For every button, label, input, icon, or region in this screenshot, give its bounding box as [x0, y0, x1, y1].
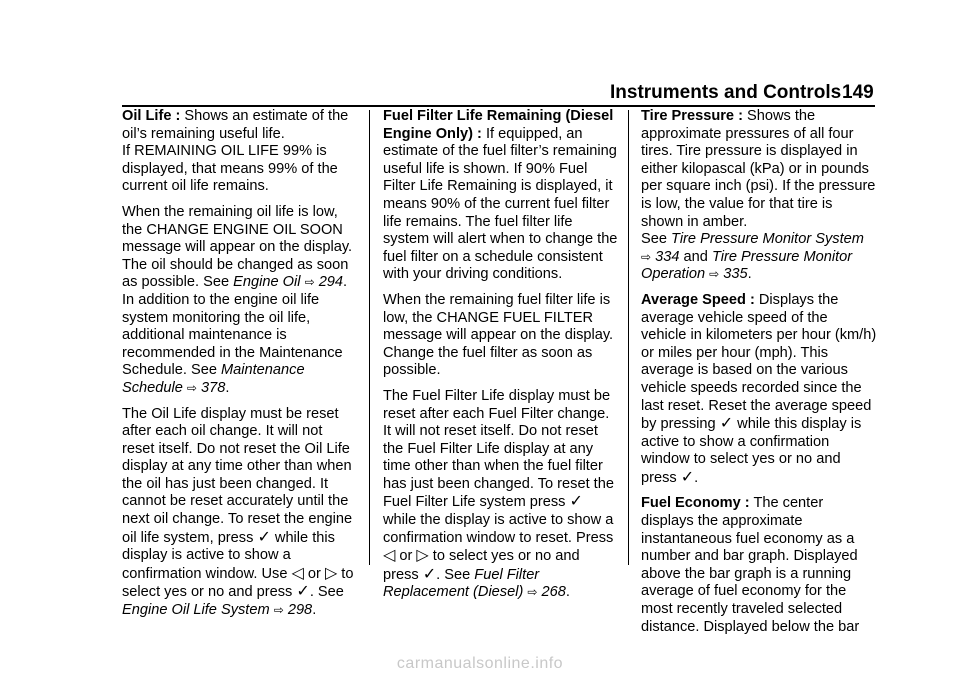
text: .	[312, 602, 317, 619]
right-arrow-icon: ▷	[416, 547, 429, 565]
xref-link[interactable]: Tire Pressure Monitor System	[671, 231, 864, 248]
page-ref-icon: ⇨	[709, 267, 720, 282]
xref-link[interactable]: Fuel Filter Replacement (Diesel)	[383, 566, 540, 601]
text: and	[679, 248, 712, 265]
column-divider	[369, 110, 370, 565]
watermark: carmanualsonline.info	[396, 655, 564, 672]
xref-link[interactable]: Tire Pressure Monitor Operation	[641, 248, 853, 283]
page-ref-icon: ⇨	[186, 380, 197, 395]
text: or	[303, 565, 325, 582]
page-ref-number[interactable]: 294	[318, 274, 344, 291]
page-number: 149	[842, 82, 874, 103]
average-speed-heading: Average Speed :	[641, 291, 755, 308]
text: The Fuel Filter Life display must be reset after each Fuel Filter change. It will not reset itself. Do not reset the Fuel Filter Life display at any time other than when the fuel filter has just been changed. To reset the Fuel Filter Life system press	[383, 387, 614, 511]
text: When the remaining fuel filter life is low, the CHANGE FUEL FILTER message will appear on the display. Change the fuel filter as soon as possible.	[383, 291, 614, 379]
paragraph	[641, 108, 877, 284]
page-ref-number[interactable]: 335	[723, 266, 748, 283]
paragraph	[122, 108, 358, 196]
fuel-economy-heading: Fuel Economy :	[641, 495, 750, 512]
section-title: Instruments and Controls	[610, 82, 842, 103]
text: while this display is active to show a confirmation window. Use	[122, 529, 335, 582]
xref-link[interactable]: Maintenance Schedule	[122, 362, 305, 396]
page-ref-icon: ⇨	[304, 275, 315, 290]
text: .	[565, 584, 570, 601]
column-divider	[628, 110, 629, 565]
xref-link[interactable]: Engine Oil Life System	[122, 602, 270, 619]
text: When the remaining oil life is low, the CHANGE ENGINE OIL SOON message will appear on the display. The oil should be changed as soon as possible. See	[122, 203, 353, 291]
text: while this display is active to show a confirmation window to select yes or no and press	[641, 416, 862, 486]
text: Shows an estimate of the oil’s remaining useful life.	[122, 108, 349, 142]
header-rule	[122, 105, 875, 107]
page-ref-number[interactable]: 334	[655, 248, 680, 265]
page-ref-number[interactable]: 378	[201, 379, 226, 396]
text: or	[395, 548, 417, 565]
column-fuel-filter	[383, 108, 619, 610]
page-ref-number[interactable]: 298	[287, 602, 313, 619]
page-ref-number[interactable]: 268	[541, 584, 566, 601]
left-arrow-icon: ◁	[383, 547, 396, 565]
text: .	[225, 379, 230, 396]
paragraph	[641, 495, 877, 636]
paragraph	[122, 406, 358, 620]
tire-pressure-heading: Tire Pressure :	[641, 108, 743, 124]
fuel-filter-heading: Fuel Filter Life Remaining (Diesel Engine Only) :	[383, 108, 614, 142]
text: Shows the approximate pressures of all four tires. Tire pressure is displayed in either kilopascal (kPa) or in pounds per square inch (psi). If the pressure is low, the value for that tire is shown in amber.	[641, 108, 876, 230]
paragraph	[383, 388, 619, 602]
check-icon: ✓	[719, 415, 734, 433]
check-icon: ✓	[296, 583, 310, 601]
page-ref-icon: ⇨	[273, 603, 284, 618]
page-ref-icon: ⇨	[527, 585, 538, 600]
text: If equipped, an estimate of the fuel filter’s remaining useful life is shown. If 90% Fuel Filter Life Remaining is displayed, it means 90% of the current fuel filter life remains. The fuel filter life system will alert when to change the fuel filter on a schedule consistent with your driving conditions.	[383, 125, 618, 283]
column-oil-life	[122, 108, 358, 628]
right-arrow-icon: ▷	[324, 564, 338, 582]
paragraph	[383, 292, 619, 380]
paragraph	[641, 292, 877, 488]
text: .	[694, 469, 699, 486]
text: to select yes or no and press	[383, 548, 580, 583]
xref-link[interactable]: Engine Oil	[233, 274, 301, 291]
check-icon: ✓	[257, 528, 271, 546]
left-arrow-icon: ◁	[291, 564, 304, 582]
page-header	[0, 0, 960, 110]
text: The center displays the approximate instantaneous fuel economy as a number and bar graph. Displayed above the bar graph is a running average of fuel economy for the most recently traveled selected distance. Displayed below the bar	[641, 495, 860, 635]
check-icon: ✓	[422, 565, 437, 583]
paragraph	[122, 204, 358, 398]
text: The Oil Life display must be reset after each oil change. It will not reset itself. Do not reset the Oil Life display at any time other than when the oil has just been changed. It cannot be reset accurately until the next oil change. To reset the engine oil life system, press	[122, 405, 353, 546]
check-icon: ✓	[680, 468, 695, 486]
text: If REMAINING OIL LIFE 99% is displayed, that means 99% of the current oil life remains.	[122, 143, 338, 195]
text: .	[747, 266, 752, 283]
oil-life-heading: Oil Life :	[122, 108, 181, 124]
text: . See	[309, 584, 344, 601]
text: to select yes or no and press	[122, 565, 354, 601]
text: . In addition to the engine oil life system monitoring the oil life, additional maintenance is recommended in the Maintenance Schedule. See	[122, 274, 348, 379]
page-ref-icon: ⇨	[641, 249, 652, 264]
text: Displays the average vehicle speed of the vehicle in kilometers per hour (km/h) or miles per hour (mph). This average is based on the various vehicle speeds recorded since the last reset. Reset the average speed by pressing	[641, 291, 877, 433]
text: while the display is active to show a confirmation window to reset. Press	[383, 512, 614, 546]
check-icon: ✓	[569, 493, 583, 511]
paragraph	[383, 108, 619, 284]
column-tire-speed-economy	[641, 108, 877, 644]
text: See	[641, 231, 672, 248]
text: . See	[436, 566, 475, 583]
